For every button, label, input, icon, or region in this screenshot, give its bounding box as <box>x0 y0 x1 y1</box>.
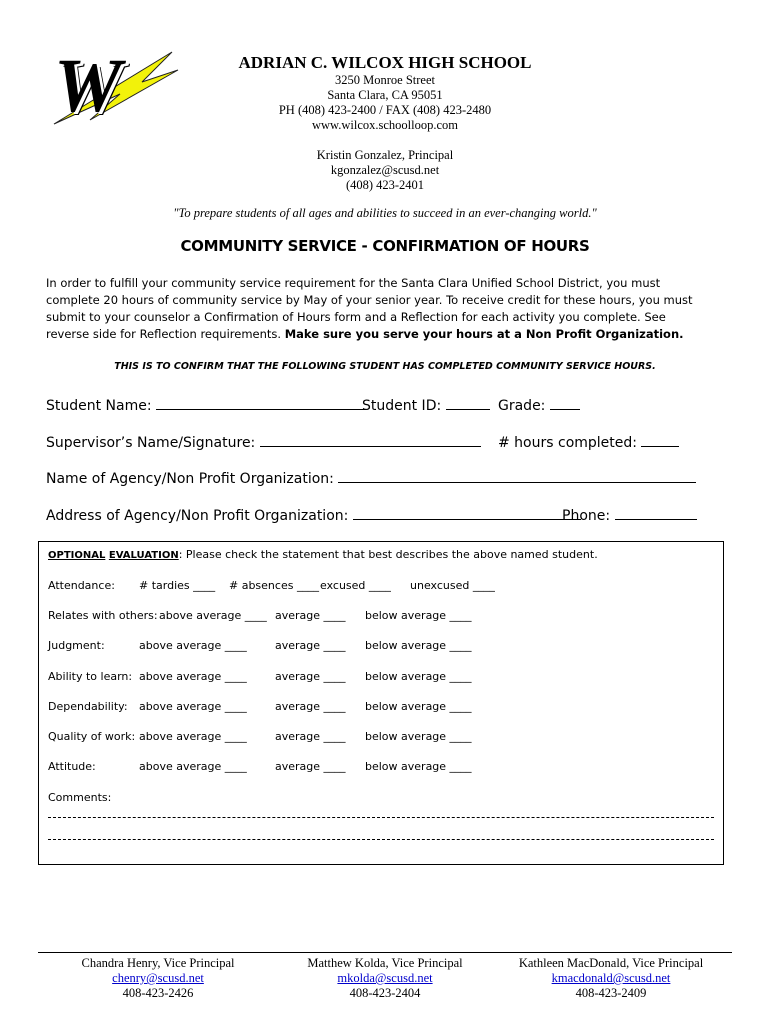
rating-label: Dependability: <box>48 700 128 713</box>
city-state-zip: Santa Clara, CA 95051 <box>327 88 443 102</box>
principal-email: kgonzalez@scusd.net <box>330 163 440 177</box>
rating-above-average[interactable]: above average ____ <box>139 639 247 652</box>
rating-average[interactable]: average ____ <box>275 760 346 773</box>
agency-name-label: Name of Agency/Non Profit Organization: <box>46 471 334 487</box>
contact-phone: 408-423-2426 <box>122 986 194 1000</box>
footer-contact <box>491 956 731 1001</box>
evaluation-heading <box>48 548 598 561</box>
rating-average[interactable]: average ____ <box>275 730 346 743</box>
rating-label: Judgment: <box>48 639 105 652</box>
student-name-field[interactable] <box>156 397 366 410</box>
intro-line-4-text: reverse side for Reflection requirements. <box>46 327 282 341</box>
comments-label: Comments: <box>48 791 112 804</box>
attendance-label: Attendance: <box>48 579 115 592</box>
supervisor-row <box>46 434 454 451</box>
confirm-statement: THIS IS TO CONFIRM THAT THE FOLLOWING STUDENT HAS COMPLETED COMMUNITY SERVICE HOURS. <box>114 361 656 372</box>
rating-above-average[interactable]: above average ____ <box>159 609 267 622</box>
excused-option[interactable]: excused ____ <box>320 579 391 592</box>
rating-above-average[interactable]: above average ____ <box>139 730 247 743</box>
rating-average[interactable]: average ____ <box>275 639 346 652</box>
phone-row <box>562 507 697 524</box>
agency-name-field[interactable] <box>338 470 696 483</box>
contact-email-link[interactable]: chenry@scusd.net <box>112 971 204 985</box>
contact-phone: 408-423-2409 <box>575 986 647 1000</box>
rating-below-average[interactable]: below average ____ <box>365 700 472 713</box>
comments-line[interactable] <box>48 817 714 818</box>
rating-above-average[interactable]: above average ____ <box>139 760 247 773</box>
rating-above-average[interactable]: above average ____ <box>139 670 247 683</box>
intro-line-3: submit to your counselor a Confirmation of Hours form and a Reflection for each activity you complete. See <box>46 310 666 324</box>
agency-name-row <box>46 470 696 487</box>
phone-fax: PH (408) 423-2400 / FAX (408) 423-2480 <box>278 103 492 117</box>
rating-below-average[interactable]: below average ____ <box>365 670 472 683</box>
supervisor-label: Supervisor’s Name/Signature: <box>46 435 256 451</box>
rating-above-average[interactable]: above average ____ <box>139 700 247 713</box>
school-motto: "To prepare students of all ages and abilities to succeed in an ever-changing world." <box>173 206 597 220</box>
evaluation-label: EVALUATION <box>108 550 179 561</box>
footer-contact <box>38 956 278 1001</box>
evaluation-instruction: : Please check the statement that best describes the above named student. <box>178 548 598 561</box>
rating-label: Relates with others: <box>48 609 158 622</box>
agency-address-label: Address of Agency/Non Profit Organization: <box>46 508 349 524</box>
rating-average[interactable]: average ____ <box>275 609 346 622</box>
tardies-option[interactable]: # tardies ____ <box>139 579 216 592</box>
contact-phone: 408-423-2404 <box>349 986 421 1000</box>
school-name: ADRIAN C. WILCOX HIGH SCHOOL <box>238 53 532 72</box>
grade-field[interactable] <box>550 397 580 410</box>
rating-average[interactable]: average ____ <box>275 670 346 683</box>
student-id-row <box>362 397 490 414</box>
hours-field[interactable] <box>641 434 679 447</box>
intro-bold-note: Make sure you serve your hours at a Non Profit Organization. <box>284 327 684 341</box>
principal-name: Kristin Gonzalez, Principal <box>316 148 454 162</box>
rating-below-average[interactable]: below average ____ <box>365 639 472 652</box>
contact-name: Kathleen MacDonald, Vice Principal <box>518 956 704 970</box>
grade-row <box>498 397 580 414</box>
supervisor-field[interactable] <box>260 434 454 447</box>
street-address: 3250 Monroe Street <box>335 73 435 87</box>
rating-average[interactable]: average ____ <box>275 700 346 713</box>
supervisor-extra-field[interactable] <box>453 446 481 447</box>
footer-contact <box>265 956 505 1001</box>
unexcused-option[interactable]: unexcused ____ <box>410 579 495 592</box>
contact-name: Matthew Kolda, Vice Principal <box>307 956 463 970</box>
comments-line[interactable] <box>48 839 714 840</box>
footer-divider <box>38 952 732 953</box>
rating-below-average[interactable]: below average ____ <box>365 760 472 773</box>
contact-name: Chandra Henry, Vice Principal <box>81 956 235 970</box>
student-info-row <box>46 397 366 414</box>
agency-address-row <box>46 507 581 524</box>
student-name-label: Student Name: <box>46 398 152 414</box>
logo-letter: W <box>54 44 114 128</box>
rating-label: Attitude: <box>48 760 96 773</box>
optional-label: OPTIONAL <box>48 550 106 561</box>
phone-field[interactable] <box>615 507 697 520</box>
student-id-field[interactable] <box>446 397 490 410</box>
intro-line-1: In order to fulfill your community service requirement for the Santa Clara Unified School District, you must <box>46 276 661 290</box>
intro-line-4 <box>46 326 726 343</box>
intro-line-2: complete 20 hours of community service by May of your senior year. To receive credit for these hours, you must <box>46 293 693 307</box>
absences-option[interactable]: # absences ____ <box>229 579 319 592</box>
rating-label: Quality of work: <box>48 730 136 743</box>
rating-below-average[interactable]: below average ____ <box>365 730 472 743</box>
rating-below-average[interactable]: below average ____ <box>365 609 472 622</box>
contact-email-link[interactable]: mkolda@scusd.net <box>337 971 433 985</box>
hours-label: # hours completed: <box>498 435 637 451</box>
website: www.wilcox.schoolloop.com <box>311 118 459 132</box>
agency-address-field[interactable] <box>353 507 581 520</box>
phone-label: Phone: <box>562 508 611 524</box>
contact-email-link[interactable]: kmacdonald@scusd.net <box>551 971 671 985</box>
grade-label: Grade: <box>498 398 546 414</box>
principal-phone: (408) 423-2401 <box>345 178 425 192</box>
hours-row <box>498 434 679 451</box>
student-id-label: Student ID: <box>362 398 442 414</box>
form-title: COMMUNITY SERVICE - CONFIRMATION OF HOURS <box>180 237 590 255</box>
rating-label: Ability to learn: <box>48 670 133 683</box>
intro-paragraph <box>46 275 726 343</box>
